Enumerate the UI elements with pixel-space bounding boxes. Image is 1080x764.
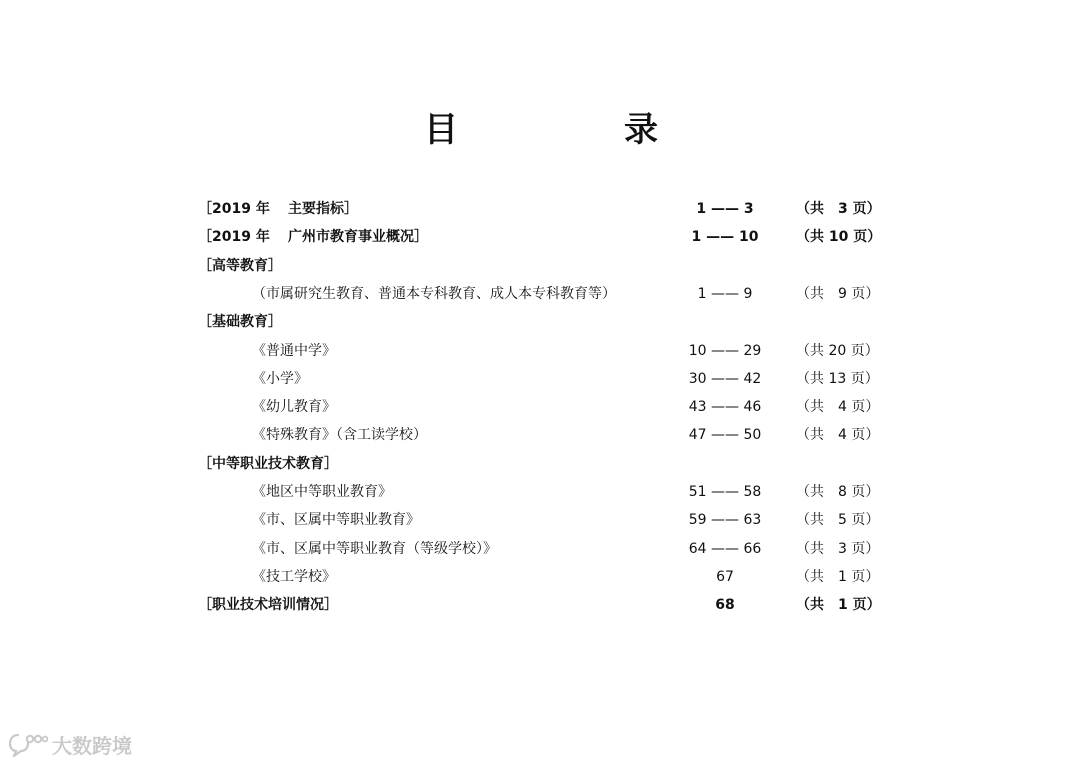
toc-year-label: ［2019 年 (198, 201, 270, 217)
toc-entry-title: 《技工学校》 (252, 568, 336, 585)
toc-page-count: （共 8 页） (796, 484, 880, 500)
toc-heading-label: 主要指标］ (288, 201, 358, 217)
toc-row (0, 424, 1080, 446)
toc-row (0, 396, 1080, 418)
toc-row (0, 226, 1080, 248)
toc-page-count: （共 5 页） (796, 512, 880, 529)
toc-heading-label: 广州市教育事业概况］ (288, 229, 428, 246)
toc-page-range: 64 —— 66 (688, 540, 762, 557)
page-title-left: 目 (424, 110, 458, 150)
toc-page-range: 43 —— 46 (688, 399, 762, 416)
toc-row (0, 538, 1080, 560)
toc-page-range: 1 —— 3 (696, 201, 754, 217)
toc-row (0, 509, 1080, 531)
toc-row (0, 453, 1080, 475)
toc-page-count: （共 10 页） (796, 229, 882, 246)
toc-entry-title: 《市、区属中等职业教育》 (252, 512, 420, 529)
toc-row (0, 255, 1080, 277)
toc-row (0, 481, 1080, 503)
toc-year-label: ［2019 年 (198, 229, 270, 246)
toc-page-range: 51 —— 58 (688, 484, 762, 500)
toc-row (0, 368, 1080, 390)
toc-page-range: 10 —— 29 (688, 342, 762, 359)
toc-row (0, 283, 1080, 305)
toc-row (0, 566, 1080, 588)
watermark (8, 730, 132, 758)
toc-page-range: 1 —— 10 (691, 229, 759, 246)
toc-row (0, 311, 1080, 333)
toc-page-count: （共 3 页） (796, 201, 881, 217)
toc-entry-title: 《特殊教育》（含工读学校） (252, 427, 427, 444)
toc-page-range: 1 —— 9 (697, 285, 753, 302)
toc-page-count: （共 13 页） (796, 370, 879, 387)
toc-page-count: （共 1 页） (796, 568, 880, 585)
toc-page-range: 68 (715, 597, 735, 614)
toc-page-range: 47 —— 50 (688, 427, 762, 444)
toc-page-count: （共 20 页） (796, 342, 879, 359)
toc-page-range: 67 (716, 568, 734, 585)
toc-row (0, 594, 1080, 616)
toc-page-count: （共 4 页） (796, 399, 880, 416)
toc-entry-title: （市属研究生教育、普通本专科教育、成人本专科教育等） (252, 285, 616, 302)
toc-page-count: （共 1 页） (796, 597, 881, 614)
chat-bubble-logo-icon (8, 731, 48, 757)
toc-section-title: ［中等职业技术教育］ (198, 455, 338, 472)
toc-entry-title: 《幼儿教育》 (252, 399, 336, 416)
toc-page-count: （共 4 页） (796, 427, 880, 444)
toc-page-count: （共 3 页） (796, 540, 880, 557)
toc-section-title: ［职业技术培训情况］ (198, 597, 338, 614)
toc-section-title: ［基础教育］ (198, 314, 282, 331)
toc-entry-title: 《小学》 (252, 370, 308, 387)
page-title-right: 录 (624, 110, 658, 150)
watermark-text: 大数跨境 (52, 733, 132, 758)
toc-page-range: 30 —— 42 (688, 370, 762, 387)
toc-entry-title: 《普通中学》 (252, 342, 336, 359)
toc-entry-title: 《地区中等职业教育》 (252, 484, 392, 500)
toc-page-range: 59 —— 63 (688, 512, 762, 529)
toc-row (0, 340, 1080, 362)
toc-entry-title: 《市、区属中等职业教育（等级学校）》 (252, 540, 497, 557)
toc-row (0, 198, 1080, 220)
toc-page-count: （共 9 页） (796, 285, 880, 302)
toc-section-title: ［高等教育］ (198, 257, 282, 274)
